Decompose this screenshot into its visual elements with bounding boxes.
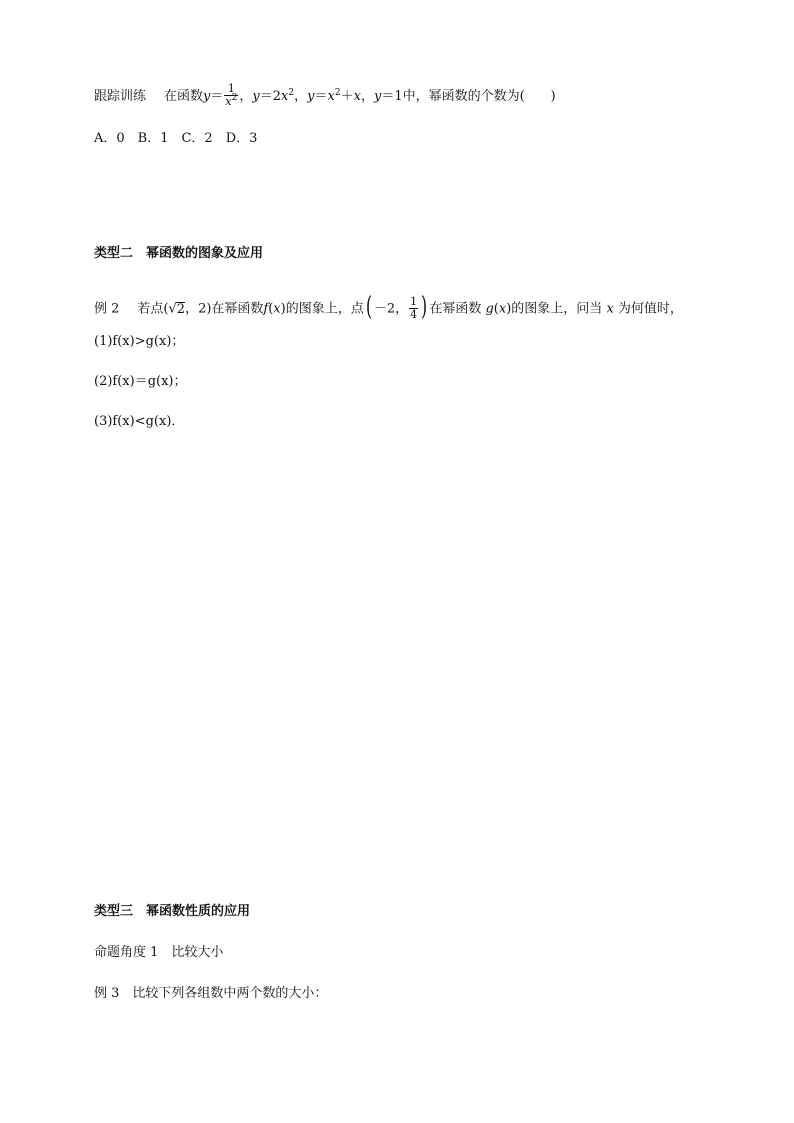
tracking-question: 跟踪训练 在函数y＝ $\frac{1}{x^2}$ ，$y=2x^2$，$y=x^2+x$，y＝1中，幂函数的个数为( ) (94, 82, 556, 108)
right-paren: ) (421, 292, 428, 322)
example-2-label: 例 2 (94, 301, 120, 317)
sqrt-symbol: √ (168, 301, 177, 317)
angle-1-heading: 命题角度 1 比较大小 (94, 945, 224, 960)
tracking-options: A．0 B．1 C．2 D．3 (94, 131, 258, 146)
tracking-intro: 在函数 (164, 89, 204, 104)
example-3-question: 例 3 比较下列各组数中两个数的大小： (94, 986, 328, 1001)
example-2-question: 例 2 若点(√2，2)在幂函数f(x)的图象上，点( －2， $\frac{1}{4}$ ) 在幂函数 g(x)的图象上，问当 x 为何值时， (94, 292, 683, 322)
section-3-title: 类型三 幂函数性质的应用 (94, 904, 251, 919)
example-2-item-1: (1)f(x)>g(x)； (94, 334, 185, 349)
fraction-1-over-4: $\frac{1}{4}$ (410, 294, 418, 321)
tracking-tail: 中，幂函数的个数为( ) (402, 89, 556, 104)
example-2-item-3: (3)f(x)<g(x)． (94, 414, 185, 429)
tracking-label: 跟踪训练 (94, 89, 147, 104)
fraction-1-over-x2: $\frac{1}{x^2}$ (225, 82, 238, 108)
example-2-item-2: (2)f(x)＝g(x)； (94, 374, 187, 389)
left-paren: ( (365, 292, 372, 322)
section-2-title: 类型二 幂函数的图象及应用 (94, 246, 264, 261)
